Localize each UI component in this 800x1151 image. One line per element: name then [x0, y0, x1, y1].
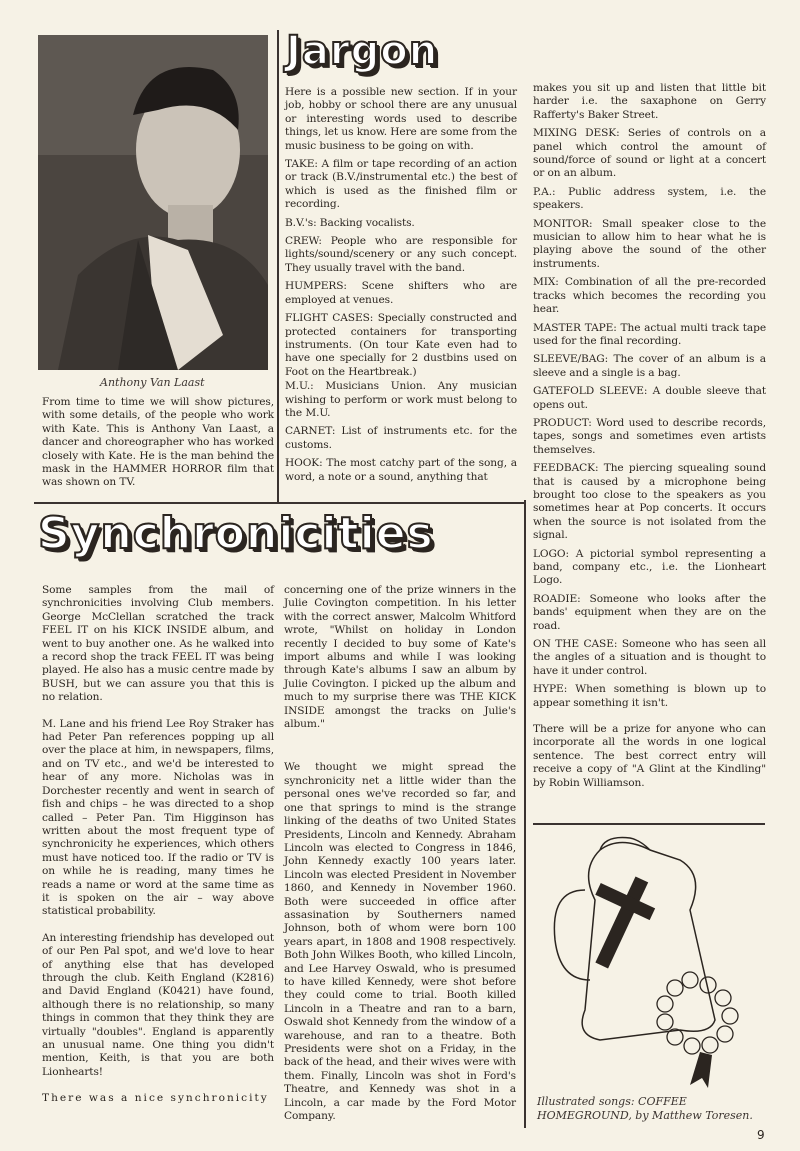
ribbon-bow: [690, 1052, 712, 1088]
jargon-term: LOGO: A pictorial symbol representing a band, company etc., i.e. the Lionheart Logo.: [533, 547, 766, 587]
jargon-prize: There will be a prize for anyone who can incorporate all the words in one logical sentence. The best correct entry will receive a copy of "A Glint at the Kindling" by Robin Williamson.: [533, 723, 766, 789]
coffee-pot-illustration: [540, 830, 770, 1090]
jargon-term: MIXING DESK: Series of controls on a panel which control the amount of sound/force of sound or light at a concert or on an album.: [533, 127, 766, 180]
column-divider: [524, 500, 526, 1128]
flower-wreath: [657, 972, 738, 1054]
jargon-term: ROADIE: Someone who looks after the bands' equipment when they are on the road.: [533, 592, 766, 632]
jargon-term: MASTER TAPE: The actual multi track tape used for the final recording.: [533, 321, 766, 347]
illustration-caption: Illustrated songs: COFFEE HOMEGROUND, by Matthew Toresen.: [537, 1095, 753, 1122]
coffee-pot-body: [582, 843, 715, 1041]
jargon-term: ON THE CASE: Someone who has seen all the angles of a situation and is thought to have it under control.: [533, 638, 766, 677]
portrait-photo: [38, 35, 268, 370]
photo-description-text: From time to time we will show pictures, with some details, of the people who work with Kate. This is Anthony Van Laast, a dancer and choreographer who has worked closely with Kate. He is the man behind the mask in the HAMMER HORROR film that was shown on TV.: [42, 396, 274, 489]
jargon-term: HOOK: The most catchy part of the song, a word, a note or a sound, anything that: [285, 457, 517, 483]
coffee-pot-handle: [554, 890, 590, 980]
jargon-term: CARNET: List of instruments etc. for the customs.: [285, 425, 517, 451]
synchronicities-title: Synchronicities: [38, 508, 434, 559]
synchronicity-paragraph: There was a nice synchronicity: [42, 1092, 269, 1105]
jargon-term: FEEDBACK: The piercing squealing sound that is caused by a microphone being brought too close to the speakers as you sometimes hear at Pop concerts. It occurs when the source is not isolated from the signal.: [533, 462, 766, 542]
jargon-term: HYPE: When something is blown up to appear something it isn't.: [533, 683, 766, 709]
jargon-column-2: [533, 82, 766, 795]
jargon-term: HUMPERS: Scene shifters who are employed at venues.: [285, 280, 517, 306]
portrait-illustration: [38, 35, 268, 370]
synchronicity-paragraph: An interesting friendship has developed out of our Pen Pal spot, and we'd love to hear of anything else that has developed through the club. Keith England (K2816) and David England (K0421) have found, although there is no relationship, so many things in common that they think they are virtually "doubles". England is apparently an unusual name. One thing you didn't mention, Keith, is that you are both Lionhearts!: [42, 931, 274, 1078]
section-divider: [533, 823, 765, 825]
column-divider: [277, 30, 279, 502]
synchronicity-paragraph: concerning one of the prize winners in the Julie Covington competition. In his letter with the correct answer, Malcolm Whitford wrote, "Whilst on holiday in London recently I decided to buy some of Kate's import albums and while I was looking through Kate's albums I saw an album by Julie Covington. I picked up the album and much to my surprise there was THE KICK INSIDE amongst the tracks on Julie's album.": [284, 584, 516, 731]
page-number: 9: [757, 1128, 765, 1142]
photo-description: [42, 396, 274, 495]
synchronicity-paragraph: M. Lane and his friend Lee Roy Straker has had Peter Pan references popping up all over the place at him, in newspapers, films, and on TV etc., and we'd be interested to hear of any more. Nicholas was in Dorchester recently and went in search of fish and chips – he was directed to a shop called – Peter Pan. Tim Higginson has written about the most frequent type of synchronicity he experiences, which others must have noticed too. If the radio or TV is on while he is reading, many times he reads a name or word at the same time as it is spoken on the air – way above statistical probability.: [42, 717, 274, 918]
jargon-term: CREW: People who are responsible for lights/sound/scenery or any such concept. They usually travel with the band.: [285, 235, 517, 274]
jargon-term: makes you sit up and listen that little bit harder i.e. the saxaphone on Gerry Rafferty's Baker Street.: [533, 82, 766, 121]
synchronicities-column-2: [284, 584, 516, 1128]
coffee-pot-lid: [600, 838, 650, 851]
jargon-term: MONITOR: Small speaker close to the musician to allow him to hear what he is playing above the sound of the other instruments.: [533, 217, 766, 270]
synchronicities-column-1: [42, 584, 274, 1111]
jargon-term: P.A.: Public address system, i.e. the speakers.: [533, 185, 766, 212]
jargon-term: B.V.'s: Backing vocalists.: [285, 216, 415, 229]
synchronicity-paragraph: We thought we might spread the synchronicity net a little wider than the personal ones we've recorded so far, and one that springs to mind is the strange linking of the deaths of two United States Presidents, Lincoln and Kennedy. Abraham Lincoln was elected to Congress in 1846, John Kennedy exactly 100 years later. Lincoln was elected President in November 1860, and Kennedy in November 1960. Both were succeeded in office after assasination by Southerners named Johnson, both of whom were born 100 years apart, in 1808 and 1908 respectively. Both John Wilkes Booth, who killed Lincoln, and Lee Harvey Oswald, who is presumed to have killed Kennedy, were shot before they could come to trial. Booth killed Lincoln in a Theatre and ran to a barn, Oswald shot Kennedy from the window of a warehouse, and ran to a theatre. Both Presidents were shot on a Friday, in the back of the head, and their wives were with them. Finally, Lincoln was shot in Ford's Theatre, and Kennedy was shot in a Lincoln, a car made by the Ford Motor Company.: [284, 761, 516, 1123]
jargon-term: FLIGHT CASES: Specially constructed and protected containers for transporting instruments. (On tour Kate even had to have one specially for 2 dustbins used on Foot on the Heartbreak.): [285, 312, 517, 378]
jargon-term: GATEFOLD SLEEVE: A double sleeve that opens out.: [533, 385, 766, 411]
jargon-term: M.U.: Musicians Union. Any musician wishing to perform or work must belong to the M.U.: [285, 380, 517, 419]
jargon-column-1: [285, 86, 517, 489]
jargon-title: Jargon: [286, 28, 439, 74]
photo-caption: Anthony Van Laast: [100, 376, 205, 389]
section-divider: [34, 502, 526, 504]
jargon-intro: Here is a possible new section. If in your job, hobby or school there are any unusual or interesting words used to describe things, let us know. Here are some from the music business to be going on with.: [285, 86, 517, 152]
jargon-term: TAKE: A film or tape recording of an action or track (B.V./instrumental etc.) the best of which is used as the finished film or recording.: [285, 158, 517, 211]
synchronicity-paragraph: Some samples from the mail of synchronicities involving Club members. George McClellan scratched the track FEEL IT on his KICK INSIDE album, and went to buy another one. As he walked into a record shop the track FEEL IT was being played. He also has a music centre made by BUSH, but we can assure you that this is no relation.: [42, 584, 274, 704]
jargon-term: SLEEVE/BAG: The cover of an album is a sleeve and a single is a bag.: [533, 353, 766, 379]
jargon-term: PRODUCT: Word used to describe records, tapes, songs and sometimes even artists themselves.: [533, 416, 766, 456]
jargon-term: MIX: Combination of all the pre-recorded tracks which becomes the recording you hear.: [533, 276, 766, 316]
